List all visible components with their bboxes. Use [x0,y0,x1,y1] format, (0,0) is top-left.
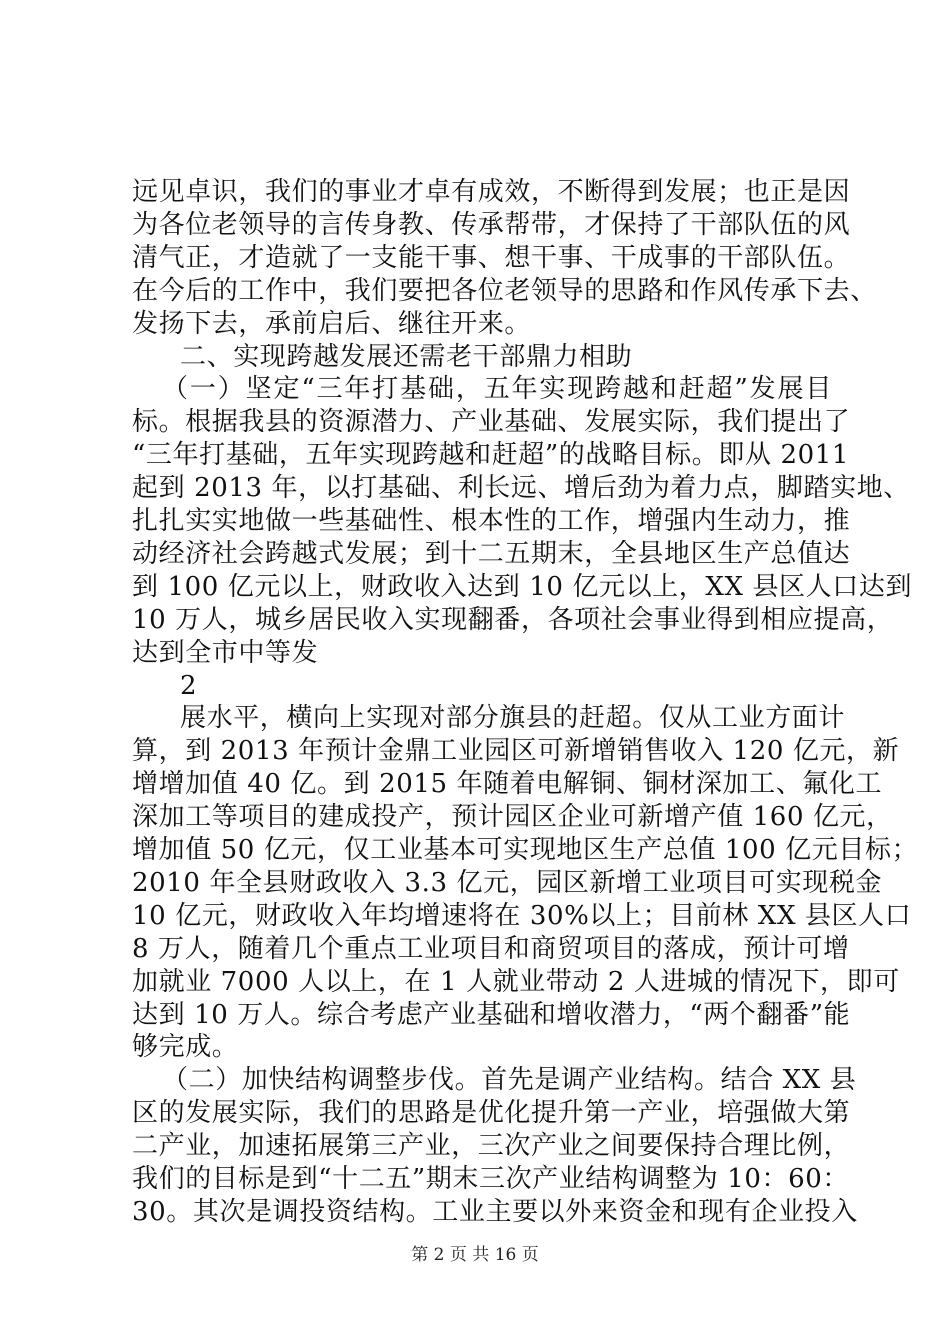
text-line: “三年打基础，五年实现跨越和赶超”的战略目标。即从 2011 [132,440,850,470]
page-footer: 第 2 页 共 16 页 [411,1245,539,1265]
text-line: 增增加值 40 亿。到 2015 年随着电解铜、铜材深加工、氟化工 [132,769,883,799]
text-line: 增加值 50 亿元，仅工业基本可实现地区生产总值 100 亿元目标； [132,835,919,865]
text-line: 加就业 7000 人以上，在 1 人就业带动 2 人进城的情况下，即可 [132,967,900,997]
subsection-heading: （二）加快结构调整步伐。首先是调产业结构。结合 XX 县 [162,1065,857,1095]
text-line: 够完成。 [132,1032,239,1062]
text-line: 远见卓识，我们的事业才卓有成效，不断得到发展；也正是因 [132,177,851,207]
section-heading: 二、实现跨越发展还需老干部鼎力相助 [180,342,633,372]
text-line: 区的发展实际，我们的思路是优化提升第一产业，培强做大第 [132,1098,851,1128]
text-line: 为各位老领导的言传身教、传承帮带，才保持了干部队伍的风 [132,210,851,240]
text-line: 清气正，才造就了一支能干事、想干事、干成事的干部队伍。 [132,243,851,273]
text-line: 10 亿元，财政收入年均增速将在 30%以上；目前林 XX 县区人口 [132,901,912,931]
text-line: 展水平，横向上实现对部分旗县的赶超。仅从工业方面计 [180,703,846,733]
text-line: 2010 年全县财政收入 3.3 亿元，园区新增工业项目可实现税金 [132,868,883,898]
text-line: 扎扎实实地做一些基础性、根本性的工作，增强内生动力，推 [132,506,851,536]
text-line: 达到全市中等发 [132,638,319,668]
text-line: 算，到 2013 年预计金鼎工业园区可新增销售收入 120 亿元，新 [132,736,900,766]
text-line: 起到 2013 年，以打基础、利长远、增后劲为着力点，脚踏实地、 [132,473,910,503]
text-line: 动经济社会跨越式发展；到十二五期末，全县地区生产总值达 [132,539,851,569]
text-line: 到 100 亿元以上，财政收入达到 10 亿元以上，XX 县区人口达到 [132,572,913,602]
text-line: 发扬下去，承前启后、继往开来。 [132,309,532,339]
text-line: 10 万人，城乡居民收入实现翻番，各项社会事业得到相应提高， [132,605,894,635]
subsection-heading: （一）坚定“三年打基础，五年实现跨越和赶超”发展目 [162,374,832,404]
text-line: 30。其次是调投资结构。工业主要以外来资金和现有企业投入 [132,1197,858,1227]
text-line: 深加工等项目的建成投产，预计园区企业可新增产值 160 亿元， [132,802,893,832]
text-line: 在今后的工作中，我们要把各位老领导的思路和作风传承下去、 [132,276,877,306]
inline-page-number: 2 [180,671,198,701]
text-line: 达到 10 万人。综合考虑产业基础和增收潜力，“两个翻番”能 [132,1000,851,1030]
text-line: 二产业，加速拓展第三产业，三次产业之间要保持合理比例， [132,1131,851,1161]
text-line: 8 万人，随着几个重点工业项目和商贸项目的落成，预计可增 [132,934,850,964]
text-line: 我们的目标是到“十二五”期末三次产业结构调整为 10：60： [132,1164,850,1194]
text-line: 标。根据我县的资源潜力、产业基础、发展实际，我们提出了 [132,407,851,437]
